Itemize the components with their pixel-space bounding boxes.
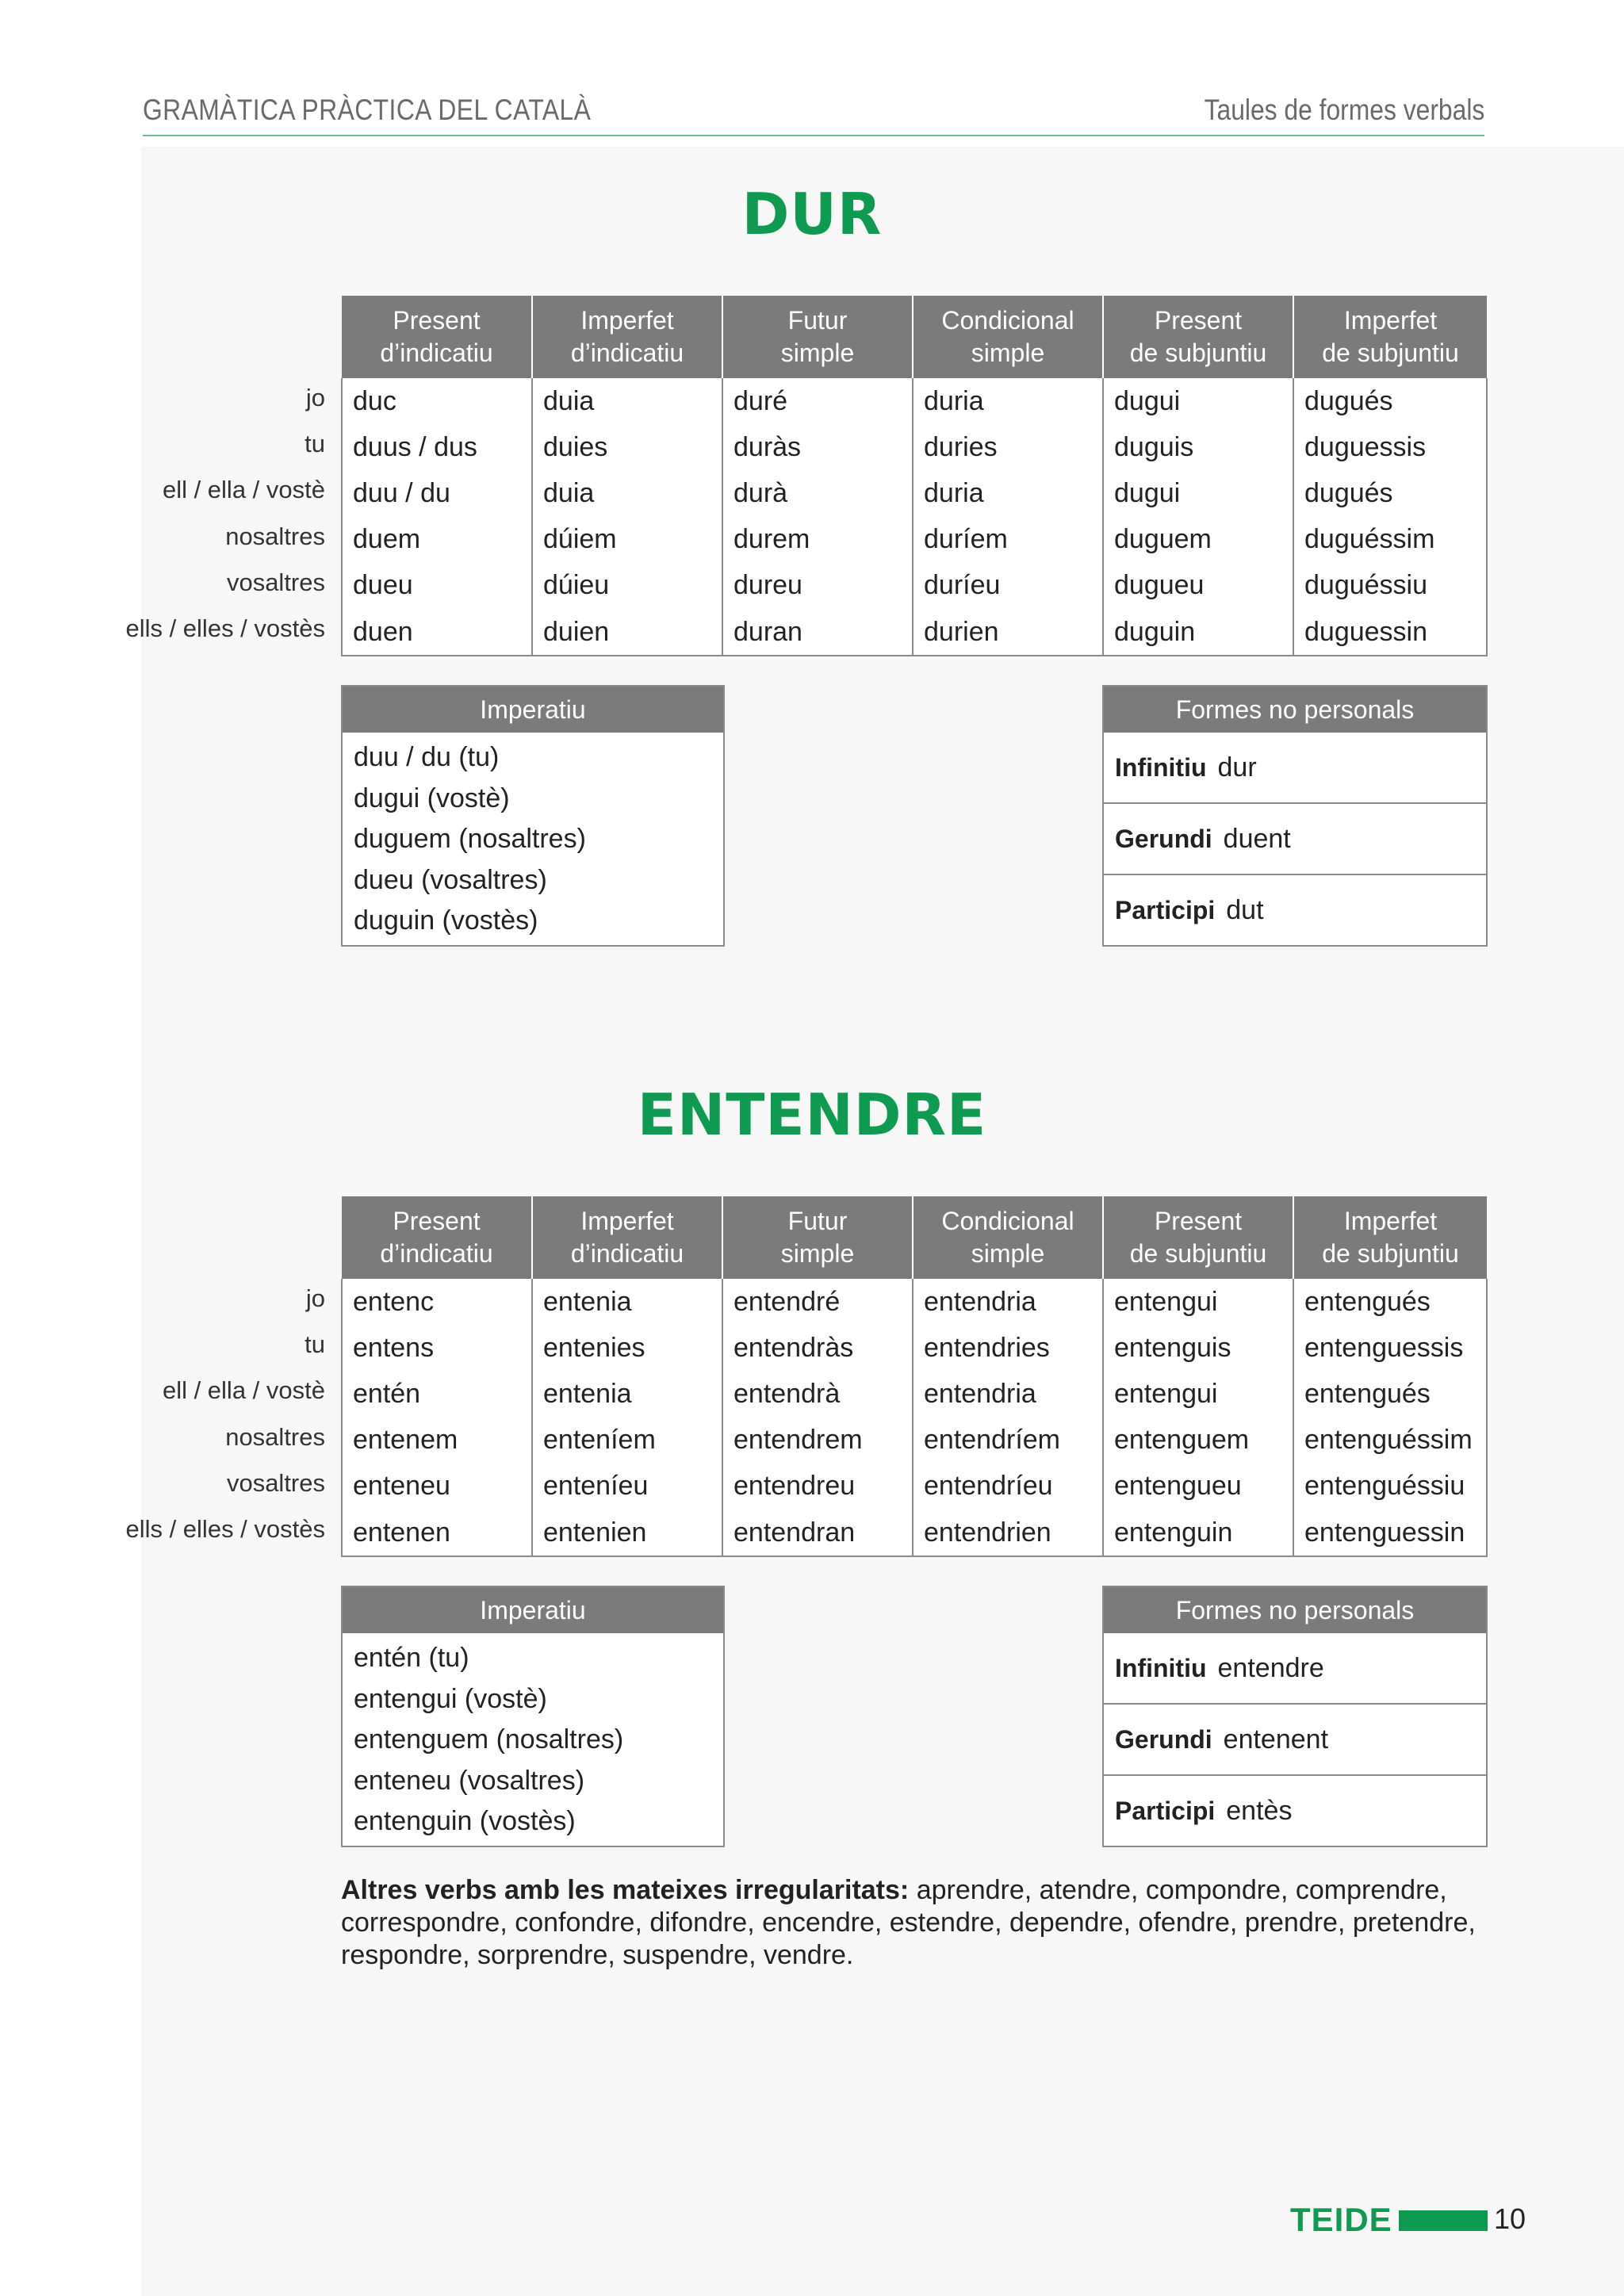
- pronoun-label: jo: [305, 1284, 325, 1312]
- verb-form-cell: durà: [722, 470, 913, 516]
- verb-form-cell: entengués: [1293, 1279, 1487, 1325]
- verb-form-cell: durem: [722, 517, 913, 563]
- verb-form-cell: entenguéssim: [1293, 1418, 1487, 1464]
- tense-header-row: [342, 1196, 1487, 1279]
- tense-header-line: Present: [393, 1207, 481, 1235]
- form-value: entenent: [1223, 1724, 1329, 1755]
- verb-form-cell: entendràs: [722, 1325, 913, 1371]
- verb-form-cell: duguéssim: [1293, 517, 1487, 563]
- form-value: dut: [1226, 895, 1264, 925]
- imperatiu-line: enteneu (vosaltres): [354, 1765, 585, 1796]
- verb-form-cell: duran: [722, 609, 913, 656]
- verb-form-cell: entendreu: [722, 1464, 913, 1510]
- form-value: dur: [1217, 752, 1257, 783]
- conjugation-row: [342, 517, 1487, 563]
- pronoun-label: nosaltres: [225, 522, 325, 550]
- tense-header-line: d’indicatiu: [380, 1239, 493, 1268]
- conjugation-row: [342, 1418, 1487, 1464]
- participi-row: [1104, 1774, 1486, 1846]
- verb-form-cell: duguéssiu: [1293, 563, 1487, 609]
- verb-form-cell: entendrà: [722, 1371, 913, 1417]
- verb-form-cell: entenguem: [1103, 1418, 1293, 1464]
- conjugation-row: [342, 470, 1487, 516]
- conjugation-row: [342, 563, 1487, 609]
- verb-form-cell: duia: [532, 470, 722, 516]
- imperatiu-line: duguin (vostès): [354, 905, 538, 936]
- brand-bar: [1399, 2210, 1488, 2231]
- imperatiu-box: [341, 1586, 725, 1847]
- verb-form-cell: duràs: [722, 424, 913, 470]
- verb-form-cell: entengueu: [1103, 1464, 1293, 1510]
- other-verbs-note: [341, 1874, 1491, 1972]
- verb-form-cell: duria: [913, 378, 1103, 424]
- verb-form-cell: entenc: [342, 1279, 532, 1325]
- tense-header: [722, 296, 913, 378]
- tense-header-line: Present: [1154, 306, 1243, 335]
- verb-form-cell: entendríeu: [913, 1464, 1103, 1510]
- verb-form-cell: dúiem: [532, 517, 722, 563]
- imperatiu-line: dueu (vosaltres): [354, 864, 547, 895]
- infinitiu-row: [1104, 733, 1486, 802]
- tense-header-line: Present: [1154, 1207, 1243, 1235]
- verb-form-cell: duem: [342, 517, 532, 563]
- verb-form-cell: entendrien: [913, 1510, 1103, 1556]
- tense-header-line: simple: [780, 1239, 855, 1268]
- tense-header-line: Imperfet: [1343, 306, 1438, 335]
- verb-form-cell: duia: [532, 378, 722, 424]
- pronoun-label: tu: [304, 1330, 325, 1359]
- tense-header-line: Imperfet: [1343, 1207, 1438, 1235]
- verb-form-cell: entengui: [1103, 1279, 1293, 1325]
- tense-header-line: Imperfet: [580, 306, 674, 335]
- verb-title: ENTENDRE: [637, 1081, 987, 1148]
- tense-header-line: d’indicatiu: [570, 339, 684, 367]
- form-label: Participi: [1115, 896, 1216, 924]
- verb-form-cell: duré: [722, 378, 913, 424]
- conjugation-body: [342, 1279, 1487, 1556]
- conjugation-row: [342, 424, 1487, 470]
- page-number: 10: [1494, 2202, 1526, 2235]
- book-title: GRAMÀTICA PRÀCTICA DEL CATALÀ: [143, 94, 592, 126]
- verb-form-cell: duríeu: [913, 563, 1103, 609]
- tense-header-line: Futur: [787, 1207, 848, 1235]
- verb-form-cell: duies: [532, 424, 722, 470]
- imperatiu-box: [341, 685, 725, 947]
- tense-header-line: simple: [971, 1239, 1045, 1268]
- verb-form-cell: entenies: [532, 1325, 722, 1371]
- tense-header: [1293, 1196, 1487, 1279]
- gerundi-row: [1104, 1703, 1486, 1774]
- tense-header: [342, 1196, 532, 1279]
- verb-form-cell: duu / du: [342, 470, 532, 516]
- verb-form-cell: entenguéssiu: [1293, 1464, 1487, 1510]
- verb-form-cell: duguessis: [1293, 424, 1487, 470]
- conjugation-table: [341, 1196, 1488, 1557]
- publisher-brand: TEIDE: [1290, 2201, 1392, 2238]
- form-label: Infinitiu: [1115, 753, 1207, 782]
- verb-form-cell: entendria: [913, 1279, 1103, 1325]
- gerundi-row: [1104, 802, 1486, 874]
- tense-header-row: [342, 296, 1487, 378]
- tense-header: [1103, 296, 1293, 378]
- verb-form-cell: duguem: [1103, 517, 1293, 563]
- verb-form-cell: duguis: [1103, 424, 1293, 470]
- formes-no-personals-box: [1102, 685, 1488, 947]
- tense-header-line: d’indicatiu: [570, 1239, 684, 1268]
- tense-header-line: Condicional: [941, 1207, 1074, 1235]
- tense-header-line: Condicional: [941, 306, 1074, 335]
- pronoun-label: tu: [304, 430, 325, 458]
- conjugation-row: [342, 1279, 1487, 1325]
- tense-header: [722, 1196, 913, 1279]
- note-text: aprendre, atendre, compondre, comprendre, correspondre, confondre, difondre, encendre, estendre, dependre, ofendre, prendre, pretendre, respondre, sorprendre, suspendre, vendre.: [341, 1875, 1476, 1970]
- pronoun-label: jo: [305, 384, 325, 411]
- tense-header-line: d’indicatiu: [380, 339, 493, 367]
- pronoun-column: [119, 375, 325, 652]
- verb-form-cell: duguessin: [1293, 609, 1487, 656]
- verb-form-cell: duus / dus: [342, 424, 532, 470]
- verb-form-cell: durien: [913, 609, 1103, 656]
- section-title: Taules de formes verbals: [1204, 94, 1484, 126]
- verb-form-cell: enteneu: [342, 1464, 532, 1510]
- verb-form-cell: entén: [342, 1371, 532, 1417]
- form-label: Gerundi: [1115, 1725, 1212, 1754]
- form-value: duent: [1223, 824, 1291, 854]
- verb-form-cell: entendran: [722, 1510, 913, 1556]
- verb-form-cell: enteníem: [532, 1418, 722, 1464]
- verb-form-cell: dugui: [1103, 470, 1293, 516]
- verb-form-cell: entendríem: [913, 1418, 1103, 1464]
- tense-header-line: Present: [393, 306, 481, 335]
- pronoun-label: vosaltres: [226, 1468, 325, 1497]
- note-lead: Altres verbs amb les mateixes irregularitats:: [341, 1875, 910, 1905]
- verb-form-cell: entenia: [532, 1371, 722, 1417]
- pronoun-column: [119, 1276, 325, 1552]
- pronoun-label: ells / elles / vostès: [125, 614, 325, 642]
- tense-header: [532, 1196, 722, 1279]
- verb-form-cell: entendries: [913, 1325, 1103, 1371]
- tense-header: [342, 296, 532, 378]
- formes-no-personals-heading: Formes no personals: [1104, 1587, 1486, 1633]
- pronoun-label: ell / ella / vostè: [162, 476, 325, 504]
- conjugation-row: [342, 1464, 1487, 1510]
- tense-header-line: Imperfet: [580, 1207, 674, 1235]
- verb-form-cell: entenem: [342, 1418, 532, 1464]
- tense-header: [532, 296, 722, 378]
- conjugation-row: [342, 378, 1487, 424]
- form-label: Gerundi: [1115, 825, 1212, 853]
- tense-header-line: de subjuntiu: [1129, 339, 1267, 367]
- verb-form-cell: entengui: [1103, 1371, 1293, 1417]
- verb-form-cell: duríem: [913, 517, 1103, 563]
- formes-no-personals-box: [1102, 1586, 1488, 1847]
- imperatiu-line: entengui (vostè): [354, 1683, 547, 1714]
- verb-form-cell: duguin: [1103, 609, 1293, 656]
- tense-header-line: de subjuntiu: [1129, 1239, 1267, 1268]
- verb-form-cell: entens: [342, 1325, 532, 1371]
- running-header: [143, 94, 1484, 136]
- pronoun-label: ells / elles / vostès: [125, 1514, 325, 1543]
- verb-form-cell: duria: [913, 470, 1103, 516]
- verb-form-cell: entenguin: [1103, 1510, 1293, 1556]
- verb-form-cell: entenien: [532, 1510, 722, 1556]
- verb-form-cell: entenia: [532, 1279, 722, 1325]
- verb-form-cell: entenguessin: [1293, 1510, 1487, 1556]
- imperatiu-line: duu / du (tu): [354, 742, 500, 772]
- imperatiu-heading: Imperatiu: [343, 687, 723, 733]
- verb-title: DUR: [741, 181, 883, 247]
- form-value: entendre: [1217, 1653, 1324, 1683]
- formes-no-personals-heading: Formes no personals: [1104, 687, 1486, 733]
- verb-form-cell: dugués: [1293, 470, 1487, 516]
- verb-form-cell: entenen: [342, 1510, 532, 1556]
- tense-header: [1293, 296, 1487, 378]
- form-label: Participi: [1115, 1797, 1216, 1825]
- form-label: Infinitiu: [1115, 1654, 1207, 1682]
- verb-form-cell: duries: [913, 424, 1103, 470]
- verb-form-cell: duc: [342, 378, 532, 424]
- verb-form-cell: dugueu: [1103, 563, 1293, 609]
- participi-row: [1104, 874, 1486, 945]
- verb-form-cell: dureu: [722, 563, 913, 609]
- verb-form-cell: entendrem: [722, 1418, 913, 1464]
- verb-form-cell: duen: [342, 609, 532, 656]
- conjugation-body: [342, 378, 1487, 656]
- verb-form-cell: dugui: [1103, 378, 1293, 424]
- tense-header-line: de subjuntiu: [1322, 339, 1459, 367]
- tense-header: [1103, 1196, 1293, 1279]
- tense-header: [913, 1196, 1103, 1279]
- imperatiu-line: entenguin (vostès): [354, 1806, 576, 1836]
- conjugation-row: [342, 1325, 1487, 1371]
- conjugation-row: [342, 1510, 1487, 1556]
- verb-form-cell: dueu: [342, 563, 532, 609]
- pronoun-label: vosaltres: [226, 568, 325, 596]
- verb-form-cell: entendria: [913, 1371, 1103, 1417]
- conjugation-table: [341, 296, 1488, 656]
- verb-form-cell: dúieu: [532, 563, 722, 609]
- imperatiu-heading: Imperatiu: [343, 1587, 723, 1633]
- verb-form-cell: duien: [532, 609, 722, 656]
- verb-form-cell: entenguis: [1103, 1325, 1293, 1371]
- tense-header: [913, 296, 1103, 378]
- infinitiu-row: [1104, 1633, 1486, 1703]
- verb-form-cell: entendré: [722, 1279, 913, 1325]
- tense-header-line: Futur: [787, 306, 848, 335]
- conjugation-row: [342, 609, 1487, 656]
- imperatiu-line: entén (tu): [354, 1643, 469, 1673]
- tense-header-line: simple: [971, 339, 1045, 367]
- imperatiu-line: dugui (vostè): [354, 783, 510, 813]
- conjugation-row: [342, 1371, 1487, 1417]
- verb-form-cell: entengués: [1293, 1371, 1487, 1417]
- verb-form-cell: enteníeu: [532, 1464, 722, 1510]
- imperatiu-line: entenguem (nosaltres): [354, 1724, 624, 1755]
- verb-form-cell: dugués: [1293, 378, 1487, 424]
- tense-header-line: de subjuntiu: [1322, 1239, 1459, 1268]
- pronoun-label: ell / ella / vostè: [162, 1376, 325, 1405]
- verb-form-cell: entenguessis: [1293, 1325, 1487, 1371]
- imperatiu-line: duguem (nosaltres): [354, 824, 586, 854]
- form-value: entès: [1226, 1796, 1293, 1826]
- pronoun-label: nosaltres: [225, 1422, 325, 1451]
- tense-header-line: simple: [780, 339, 855, 367]
